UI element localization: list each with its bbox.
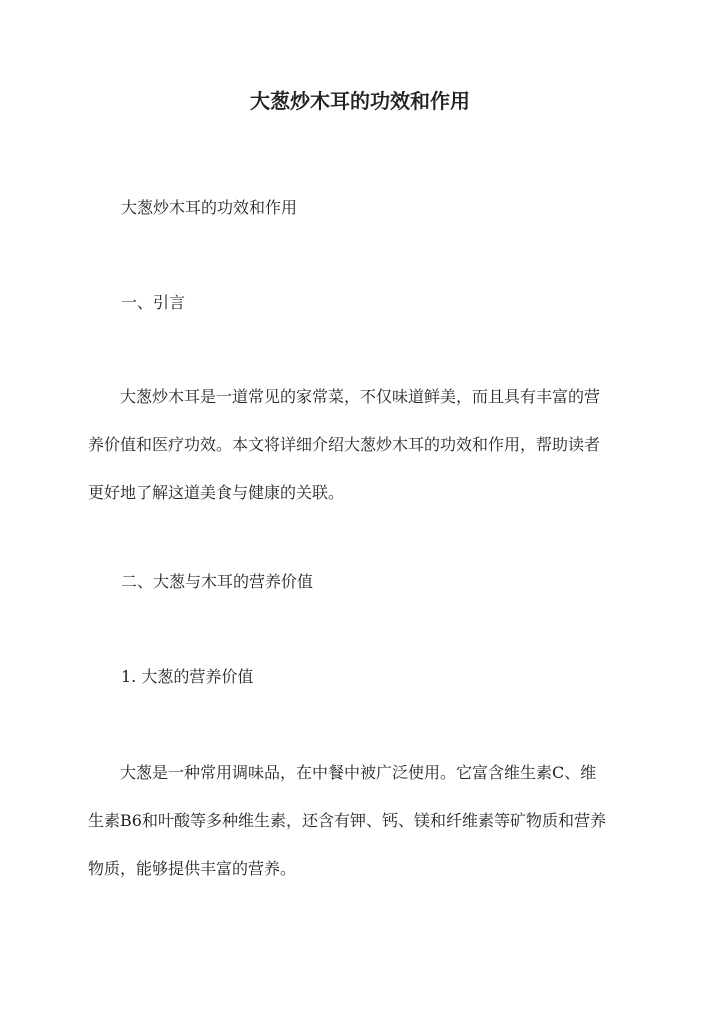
document-title: 大葱炒木耳的功效和作用 bbox=[250, 89, 470, 113]
subsection-heading-scallion: 1. 大葱的营养价值 bbox=[121, 667, 254, 686]
section-heading-introduction: 一、引言 bbox=[121, 293, 186, 312]
intro-paragraph-line: 大葱炒木耳是一道常见的家常菜，不仅味道鲜美，而且具有丰富的营 bbox=[88, 387, 601, 406]
intro-paragraph-line: 养价值和医疗功效。本文将详细介绍大葱炒木耳的功效和作用，帮助读者 bbox=[88, 435, 601, 454]
intro-paragraph bbox=[88, 385, 634, 529]
scallion-paragraph-line: 物质，能够提供丰富的营养。 bbox=[88, 859, 297, 878]
section-heading-nutrition: 二、大葱与木耳的营养价值 bbox=[121, 572, 314, 591]
scallion-paragraph-line: 生素B6和叶酸等多种维生素，还含有钾、钙、镁和纤维素等矿物质和营养 bbox=[88, 811, 606, 830]
scallion-paragraph-line: 大葱是一种常用调味品，在中餐中被广泛使用。它富含维生素C、维 bbox=[88, 763, 597, 782]
intro-paragraph-line: 更好地了解这道美食与健康的关联。 bbox=[88, 483, 345, 502]
document-subtitle: 大葱炒木耳的功效和作用 bbox=[121, 198, 298, 217]
scallion-paragraph bbox=[88, 761, 634, 905]
